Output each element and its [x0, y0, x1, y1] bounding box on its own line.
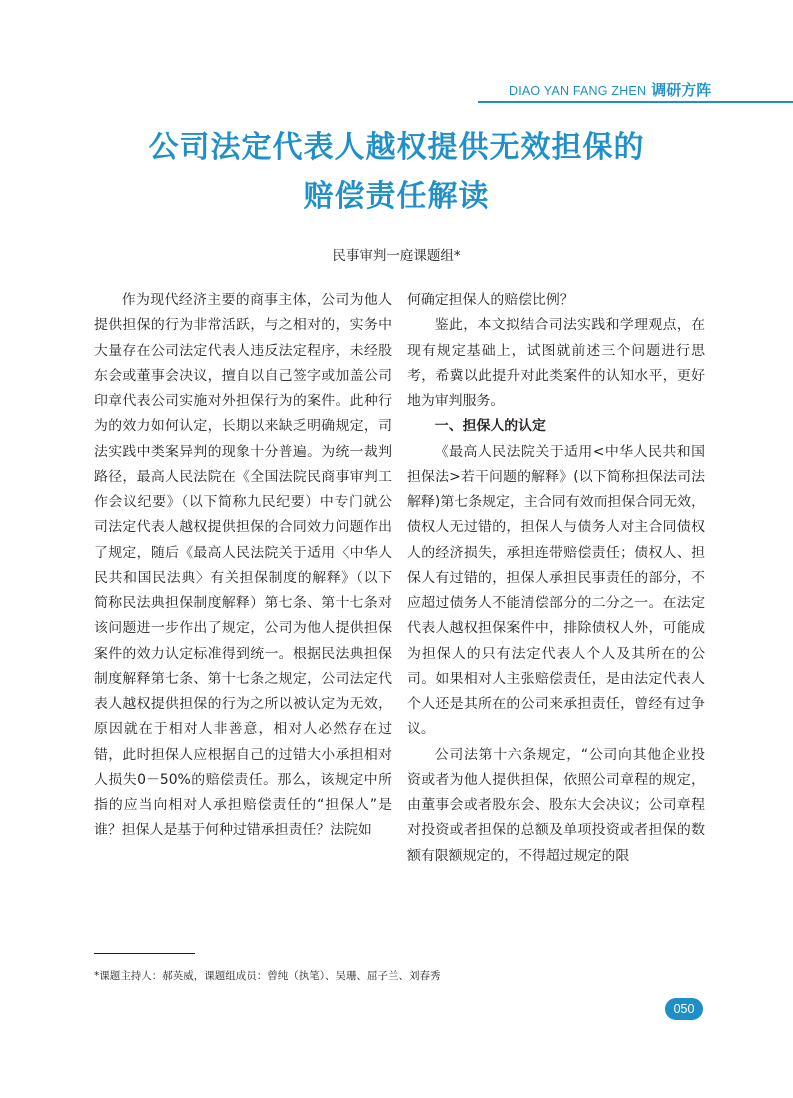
section-label — [509, 79, 711, 100]
body-column-right — [407, 288, 705, 869]
page-number: 050 — [665, 998, 703, 1020]
paragraph-continued: 何确定担保人的赔偿比例？ — [407, 292, 574, 308]
footnote: *课题主持人：郝英威，课题组成员：曾纯（执笔）、吴珊、屈子兰、刘春秀 — [94, 970, 441, 982]
header-rule — [478, 101, 793, 103]
title-line-1: 公司法定代表人越权提供无效担保的 — [148, 130, 645, 165]
article-author: 民事审判一庭课题组* — [332, 248, 461, 264]
paragraph: 鉴此，本文拟结合司法实践和学理观点，在现有规定基础上，试图就前述三个问题进行思考，希冀以此提升对此类案件的认知水平，更好地为审判服务。 — [407, 317, 705, 409]
section-heading: 一、担保人的认定 — [434, 418, 546, 435]
section-header — [478, 73, 793, 105]
title-line-2: 赔偿责任解读 — [303, 179, 490, 214]
paragraph: 作为现代经济主要的商事主体，公司为他人提供担保的行为非常活跃，与之相对的，实务中大量存在公司法定代表人违反法定程序，未经股东会或董事会决议，擅自以自己签字或加盖公司印章代表公司实施对外担保行为的案件。此种行为的效力如何认定，长期以来缺乏明确规定，司法实践中类案异判的现象十分普遍。为统一裁判路径，最高人民法院在《全国法院民商事审判工作会议纪要》（以下简称九民纪要）中专门就公司法定代表人越权提供担保的合同效力问题作出了规定，随后《最高人民法院关于适用〈中华人民共和国民法典〉有关担保制度的解释》（以下简称民法典担保制度解释）第七条、第十七条对该问题进一步作出了规定，公司为他人提供担保案件的效力认定标准得到统一。根据民法典担保制度解释第七条、第十七条之规定，公司法定代表人越权提供担保的行为之所以被认定为无效，原因就在于相对人非善意，相对人必然存在过错，此时担保人应根据自己的过错大小承担相对人损失0－50%的赔偿责任。那么，该规定中所指的应当向相对人承担赔偿责任的“担保人”是谁？担保人是基于何种过错承担责任？法院如 — [94, 292, 392, 839]
section-label-cn: 调研方阵 — [651, 81, 712, 99]
article-title — [60, 123, 733, 221]
body-column-left — [94, 288, 392, 844]
footnote-divider — [94, 953, 195, 954]
paragraph: 《最高人民法院关于适用<中华人民共和国担保法>若干问题的解释》(以下简称担保法司法解释)第七条规定，主合同有效而担保合同无效，债权人无过错的，担保人与债务人对主合同债权人的经济损失，承担连带赔偿责任；债权人、担保人有过错的，担保人承担民事责任的部分，不应超过债务人不能清偿部分的二分之一。在法定代表人越权担保案件中，排除债权人外，可能成为担保人的只有法定代表人个人及其所在的公司。如果相对人主张赔偿责任，是由法定代表人个人还是其所在的公司来承担责任，曾经有过争议。 — [407, 443, 705, 738]
paragraph: 公司法第十六条规定，“公司向其他企业投资或者为他人提供担保，依照公司章程的规定，由董事会或者股东会、股东大会决议；公司章程对投资或者担保的总额及单项投资或者担保的数额有限额规定的，不得超过规定的限 — [407, 746, 705, 864]
section-label-en: DIAO YAN FANG ZHEN — [509, 84, 647, 98]
